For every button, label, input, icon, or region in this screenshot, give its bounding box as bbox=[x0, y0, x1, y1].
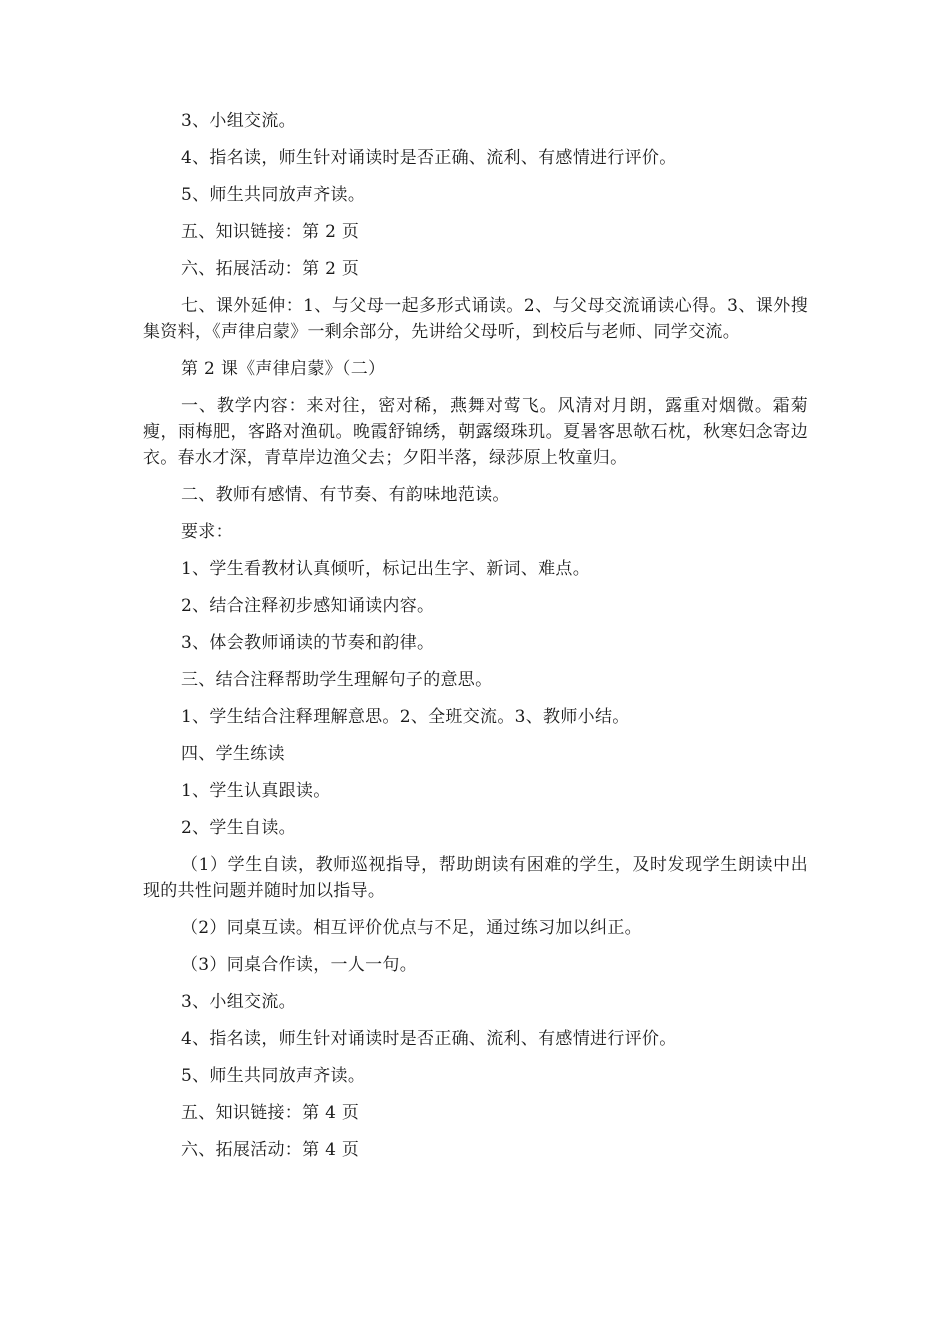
document-body bbox=[143, 108, 808, 1174]
paragraph: （1）学生自读，教师巡视指导，帮助朗读有困难的学生，及时发现学生朗读中出现的共性问题并随时加以指导。 bbox=[143, 855, 808, 901]
paragraph: 4、指名读，师生针对诵读时是否正确、流利、有感情进行评价。 bbox=[181, 148, 677, 168]
paragraph: （3）同桌合作读，一人一句。 bbox=[181, 955, 418, 975]
paragraph: 2、结合注释初步感知诵读内容。 bbox=[181, 596, 435, 616]
paragraph: 四、学生练读 bbox=[181, 744, 285, 764]
paragraph: 4、指名读，师生针对诵读时是否正确、流利、有感情进行评价。 bbox=[181, 1029, 677, 1049]
paragraph: 3、小组交流。 bbox=[181, 111, 296, 131]
paragraph: 六、拓展活动：第 4 页 bbox=[181, 1140, 360, 1160]
paragraph: 二、教师有感情、有节奏、有韵味地范读。 bbox=[181, 485, 510, 505]
paragraph: 要求： bbox=[181, 522, 233, 542]
paragraph: 五、知识链接：第 4 页 bbox=[181, 1103, 360, 1123]
paragraph: 七、课外延伸：1、与父母一起多形式诵读。2、与父母交流诵读心得。3、课外搜集资料，《声律启蒙》一剩余部分，先讲给父母听，到校后与老师、同学交流。 bbox=[143, 296, 808, 342]
paragraph: 2、学生自读。 bbox=[181, 818, 296, 838]
paragraph: 5、师生共同放声齐读。 bbox=[181, 185, 366, 205]
paragraph: 5、师生共同放声齐读。 bbox=[181, 1066, 366, 1086]
paragraph: 1、学生看教材认真倾听，标记出生字、新词、难点。 bbox=[181, 559, 591, 579]
paragraph: 三、结合注释帮助学生理解句子的意思。 bbox=[181, 670, 493, 690]
paragraph: 1、学生认真跟读。 bbox=[181, 781, 331, 801]
paragraph: 六、拓展活动：第 2 页 bbox=[181, 259, 360, 279]
paragraph: 3、小组交流。 bbox=[181, 992, 296, 1012]
lesson-heading: 第 2 课《声律启蒙》（二） bbox=[181, 359, 386, 379]
paragraph: 五、知识链接：第 2 页 bbox=[181, 222, 360, 242]
paragraph: 3、体会教师诵读的节奏和韵律。 bbox=[181, 633, 435, 653]
paragraph: （2）同桌互读。相互评价优点与不足，通过练习加以纠正。 bbox=[181, 918, 642, 938]
paragraph: 1、学生结合注释理解意思。2、全班交流。3、教师小结。 bbox=[181, 707, 630, 727]
paragraph: 一、教学内容：来对往，密对稀，燕舞对莺飞。风清对月朗，露重对烟微。霜菊瘦，雨梅肥，客路对渔矶。晚霞舒锦绣，朝露缀珠玑。夏暑客思欹石枕，秋寒妇念寄边衣。春水才深，青草岸边渔父去；夕阳半落，绿莎原上牧童归。 bbox=[143, 396, 808, 468]
